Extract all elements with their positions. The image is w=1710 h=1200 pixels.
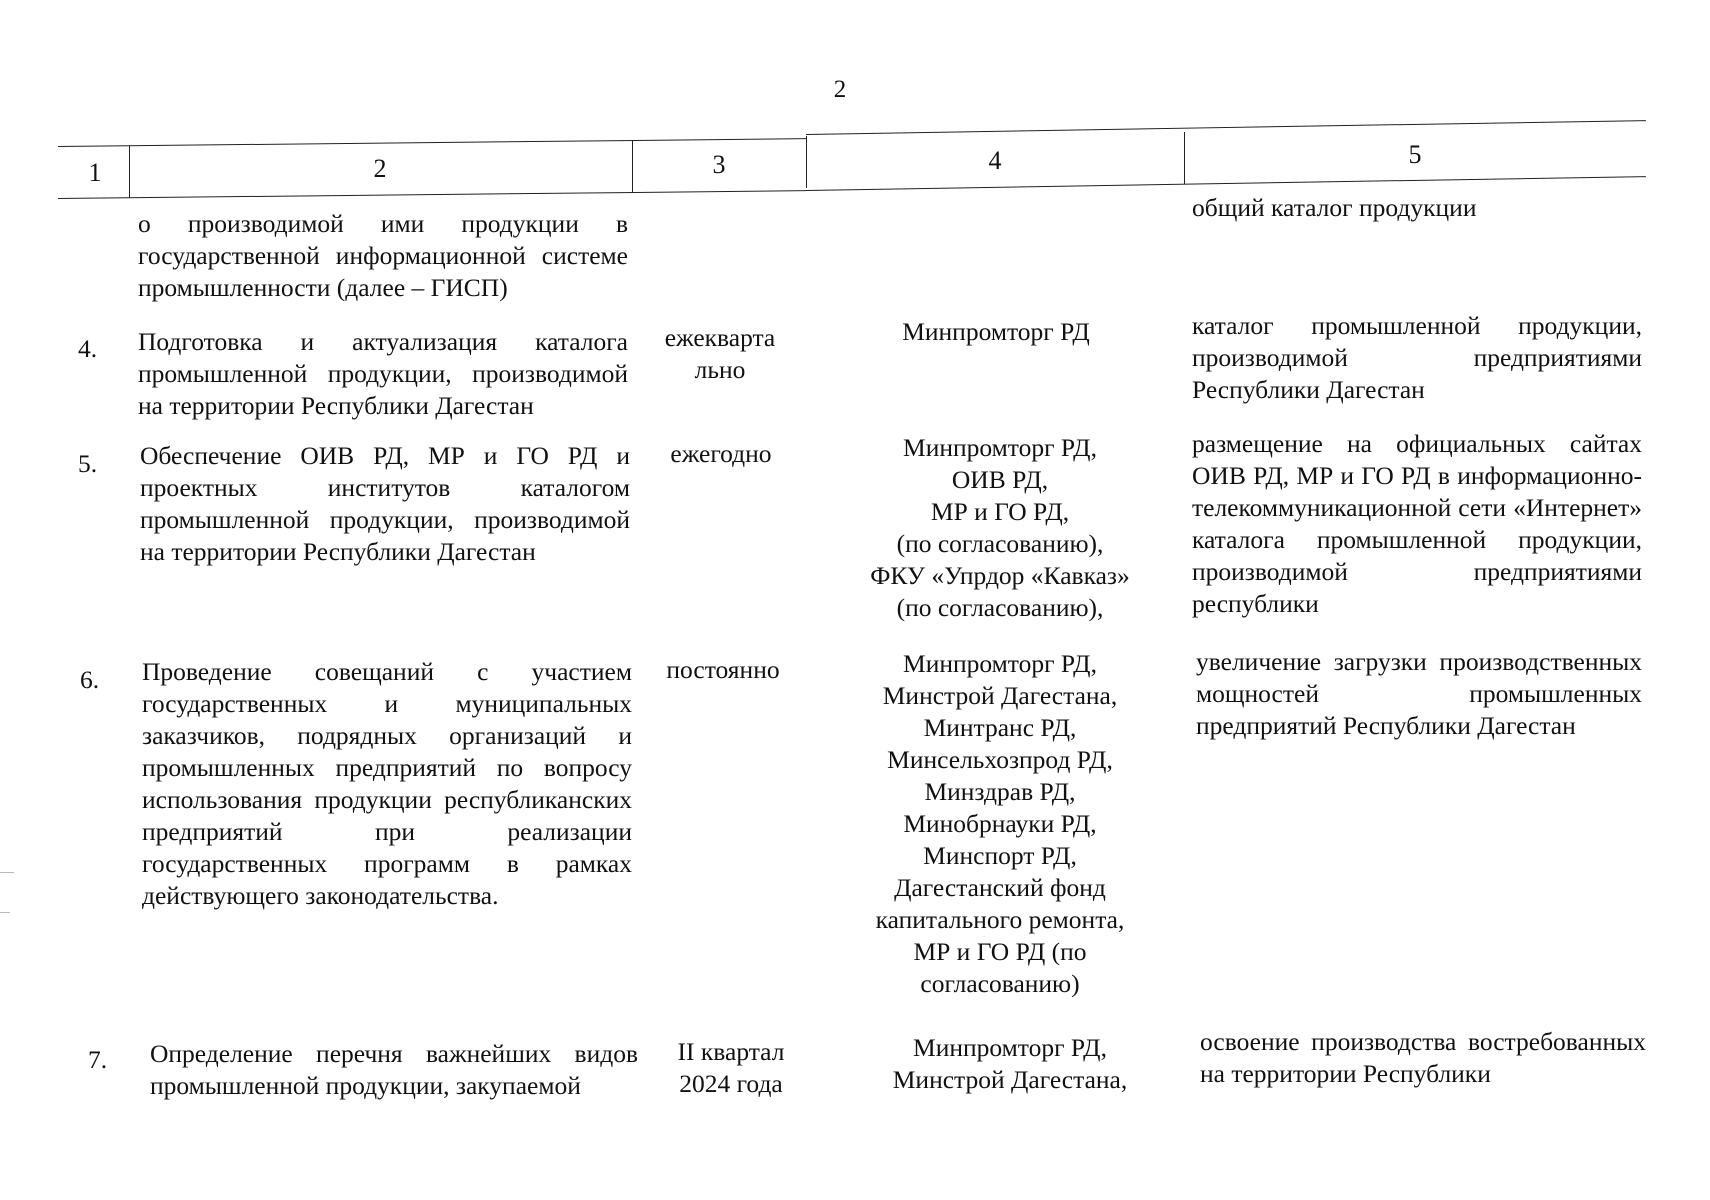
row-7-executor-line-1: Минпромторг РД,: [913, 1033, 1107, 1062]
row-6-executor-line-7: Минспорт РД,: [923, 841, 1077, 870]
row-4-executors: [820, 316, 1172, 348]
continuation-task-text: о производимой ими продукции в государственной информационной системе промышленности (далее – ГИСП): [138, 209, 628, 302]
row-7-number: 7.: [88, 1045, 108, 1074]
row-6-executor-line-2: Минстрой Дагестана,: [882, 681, 1118, 710]
row-5-task: Обеспечение ОИВ РД, МР и ГО РД и проектных институтов каталогом промышленной продукции, производимой на территории Республики Дагестан: [140, 441, 630, 566]
row-6-number: 6.: [80, 665, 100, 694]
header-bottom-rule-left: [58, 190, 806, 199]
row-7-period: [656, 1036, 806, 1100]
row-4-task: Подготовка и актуализация каталога промышленной продукции, производимой на территории Республики Дагестан: [138, 327, 628, 420]
row-5-executors: [820, 432, 1180, 624]
scan-mark: [0, 912, 10, 913]
row-6-task: Проведение совещаний с участием государственных и муниципальных заказчиков, подрядных организаций и промышленных предприятий по вопросу использования продукции республиканских предприятий при реализации государственных программ в рамках действующего законодательства.: [142, 657, 632, 910]
row-5-result: размещение на официальных сайтах ОИВ РД, МР и ГО РД в информационно-телекоммуникационной сети «Интернет» каталога промышленной продукции, производимой предприятиями республики: [1192, 429, 1642, 618]
row-5-period: ежегодно: [670, 439, 772, 468]
row-6-executor-line-10: МР и ГО РД (по: [913, 937, 1087, 966]
row-5-executor-line-1: Минпромторг РД,: [903, 433, 1097, 462]
row-6-result: увеличение загрузки производственных мощностей промышленных предприятий Республики Дагестан: [1196, 647, 1642, 740]
column-header-3: 3: [712, 150, 726, 179]
header-bottom-rule-right: [806, 176, 1646, 191]
row-4-period: [650, 322, 790, 386]
row-7-result: освоение производства востребованных на территории Республики: [1200, 1027, 1646, 1088]
row-5-executor-line-3: МР и ГО РД,: [930, 497, 1070, 526]
row-6-executor-line-8: Дагестанский фонд: [894, 873, 1106, 902]
column-header-4: 4: [988, 146, 1002, 175]
column-header-1: 1: [88, 158, 102, 187]
row-4-executor-line: Минпромторг РД: [902, 317, 1090, 346]
page-number: 2: [833, 76, 847, 103]
row-6-executor-line-5: Минздрав РД,: [924, 777, 1076, 806]
header-top-rule-left: [58, 138, 806, 147]
row-4-number: 4.: [78, 334, 98, 363]
row-6-executor-line-6: Минобрнауки РД,: [903, 809, 1097, 838]
row-6-executors: [820, 648, 1180, 1000]
row-5-executor-line-6: (по согласованию),: [896, 593, 1104, 622]
row-6-period: постоянно: [666, 655, 780, 684]
row-5-executor-line-2: ОИВ РД,: [951, 465, 1049, 494]
row-5-executor-line-5: ФКУ «Упрдор «Кавказ»: [870, 561, 1130, 590]
row-7-task: Определение перечня важнейших видов промышленной продукции, закупаемой: [150, 1039, 638, 1100]
column-header-2: 2: [373, 154, 387, 183]
row-7-period-text: II квартал 2024 года: [677, 1037, 785, 1098]
row-6-executor-line-9: капитального ремонта,: [875, 905, 1125, 934]
row-6-executor-line-1: Минпромторг РД,: [903, 649, 1097, 678]
header-top-rule-right: [806, 120, 1646, 135]
row-6-executor-line-11: согласованию): [920, 969, 1080, 998]
scan-mark: [0, 872, 14, 873]
row-5-number: 5.: [78, 449, 98, 478]
row-4-result: каталог промышленной продукции, производимой предприятиями Республики Дагестан: [1192, 311, 1642, 404]
row-4-period-text: ежеквартально: [664, 323, 776, 384]
row-6-executor-line-4: Минсельхозпрод РД,: [887, 745, 1113, 774]
row-6-executor-line-3: Минтранс РД,: [923, 713, 1077, 742]
row-5-executor-line-4: (по согласованию),: [896, 529, 1104, 558]
continuation-result-text: общий каталог продукции: [1192, 193, 1477, 222]
column-header-5: 5: [1408, 140, 1422, 169]
row-7-executor-line-2: Минстрой Дагестана,: [892, 1065, 1128, 1094]
row-7-executors: [830, 1032, 1190, 1096]
